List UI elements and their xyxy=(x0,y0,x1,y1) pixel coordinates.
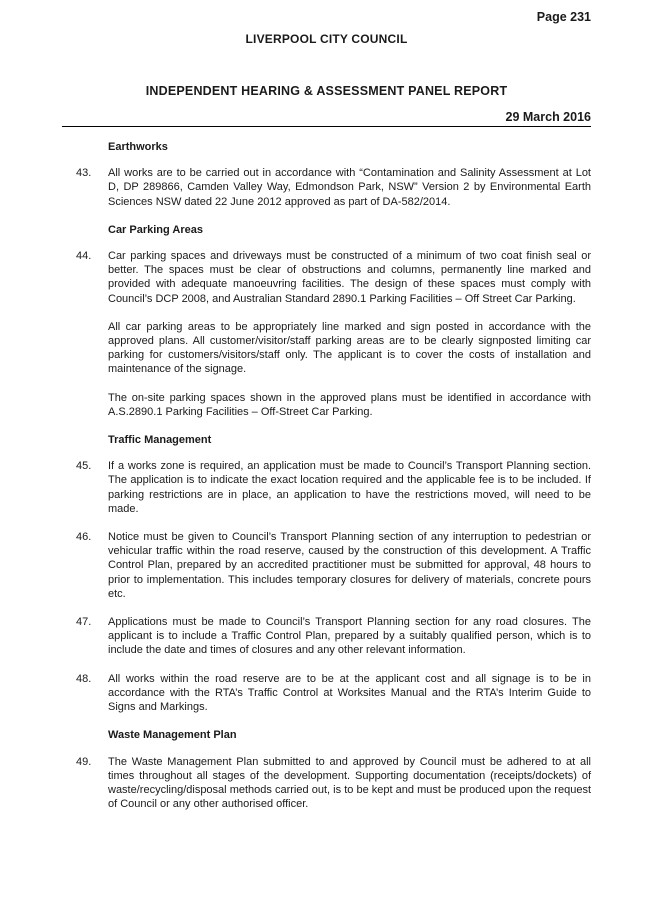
page-number: Page 231 xyxy=(536,10,591,24)
section-heading-earthworks: Earthworks xyxy=(108,141,168,153)
condition-text: The Waste Management Plan submitted to and approved by Council must be adhered to at all times throughout all stages of the development. Supporting documentation (receipts/dockets) of waste/recycling/disposal methods carried out, is to be kept and must be produced upon the request of Council or any other authorised officer. xyxy=(108,755,591,811)
condition-43 xyxy=(76,166,591,209)
report-date: 29 March 2016 xyxy=(505,110,591,124)
condition-49 xyxy=(76,755,591,812)
condition-44-paragraph-2: All car parking areas to be appropriately line marked and sign posted in accordance with the approved plans. All customer/visitor/staff parking areas are to be clearly signposted limiting car parking for customers/visitors/staff only. The applicant is to cover the costs of installation and maintenance of the signage. xyxy=(108,320,591,376)
document-body xyxy=(76,140,591,825)
condition-text: Car parking spaces and driveways must be constructed of a minimum of two coat finish seal or better. The spaces must be clear of obstructions and columns, permanently line marked and provided with adequate manoeuvring facilities. The design of these spaces must comply with Council’s DCP 2008, and Australian Standard 2890.1 Parking Facilities – Off Street Car Parking. xyxy=(108,250,591,305)
condition-46 xyxy=(76,530,591,601)
section-heading-car-parking: Car Parking Areas xyxy=(108,223,203,236)
condition-text: Notice must be given to Council’s Transport Planning section of any interruption to pedestrian or vehicular traffic within the road reserve, caused by the construction of this development. A Traffic Control Plan, prepared by an accredited practitioner must be submitted for approval, 48 hours to prior to implementation. This includes temporary closures for delivery of materials, concrete pours etc. xyxy=(108,531,591,600)
condition-number: 49. xyxy=(76,755,92,768)
header-divider xyxy=(62,126,591,127)
condition-text: If a works zone is required, an application must be made to Council’s Transport Planning section. The application is to indicate the exact location required and the applicable fee is to be included. If parking restrictions are in place, an application to have the restrictions moved, will need to be made. xyxy=(108,460,591,515)
condition-44-paragraph-3: The on-site parking spaces shown in the approved plans must be identified in accordance with A.S.2890.1 Parking Facilities – Off-Street Car Parking. xyxy=(108,391,591,418)
condition-text: All works within the road reserve are to be at the applicant cost and all signage is to be in accordance with the RTA’s Traffic Control at Worksites Manual and the RTA’s Interim Guide to Signs and Markings. xyxy=(108,672,591,714)
condition-text: Applications must be made to Council’s Transport Planning section for any road closures. The applicant is to include a Traffic Control Plan, prepared by a suitably qualified person, which is to include the date and times of closures and any other relevant information. xyxy=(108,616,591,657)
condition-number: 47. xyxy=(76,616,92,629)
council-name: LIVERPOOL CITY COUNCIL xyxy=(245,32,408,46)
condition-48 xyxy=(76,672,591,715)
condition-number: 46. xyxy=(76,531,92,544)
section-heading-waste: Waste Management Plan xyxy=(108,729,237,742)
condition-number: 45. xyxy=(76,460,92,473)
condition-text: All works are to be carried out in accordance with “Contamination and Salinity Assessment at Lot D, DP 289866, Camden Valley Way, Edmondson Park, NSW” Version 2 by Environmental Earth Sciences NSW dated 22 June 2012 approved as part of DA-582/2014. xyxy=(108,167,591,208)
condition-45 xyxy=(76,459,591,516)
section-heading-traffic: Traffic Management xyxy=(108,434,212,447)
condition-44 xyxy=(76,249,591,306)
condition-number: 48. xyxy=(76,672,92,685)
report-title: INDEPENDENT HEARING & ASSESSMENT PANEL REPORT xyxy=(145,84,508,98)
condition-47 xyxy=(76,615,591,658)
condition-number: 43. xyxy=(76,167,92,180)
condition-number: 44. xyxy=(76,250,92,263)
